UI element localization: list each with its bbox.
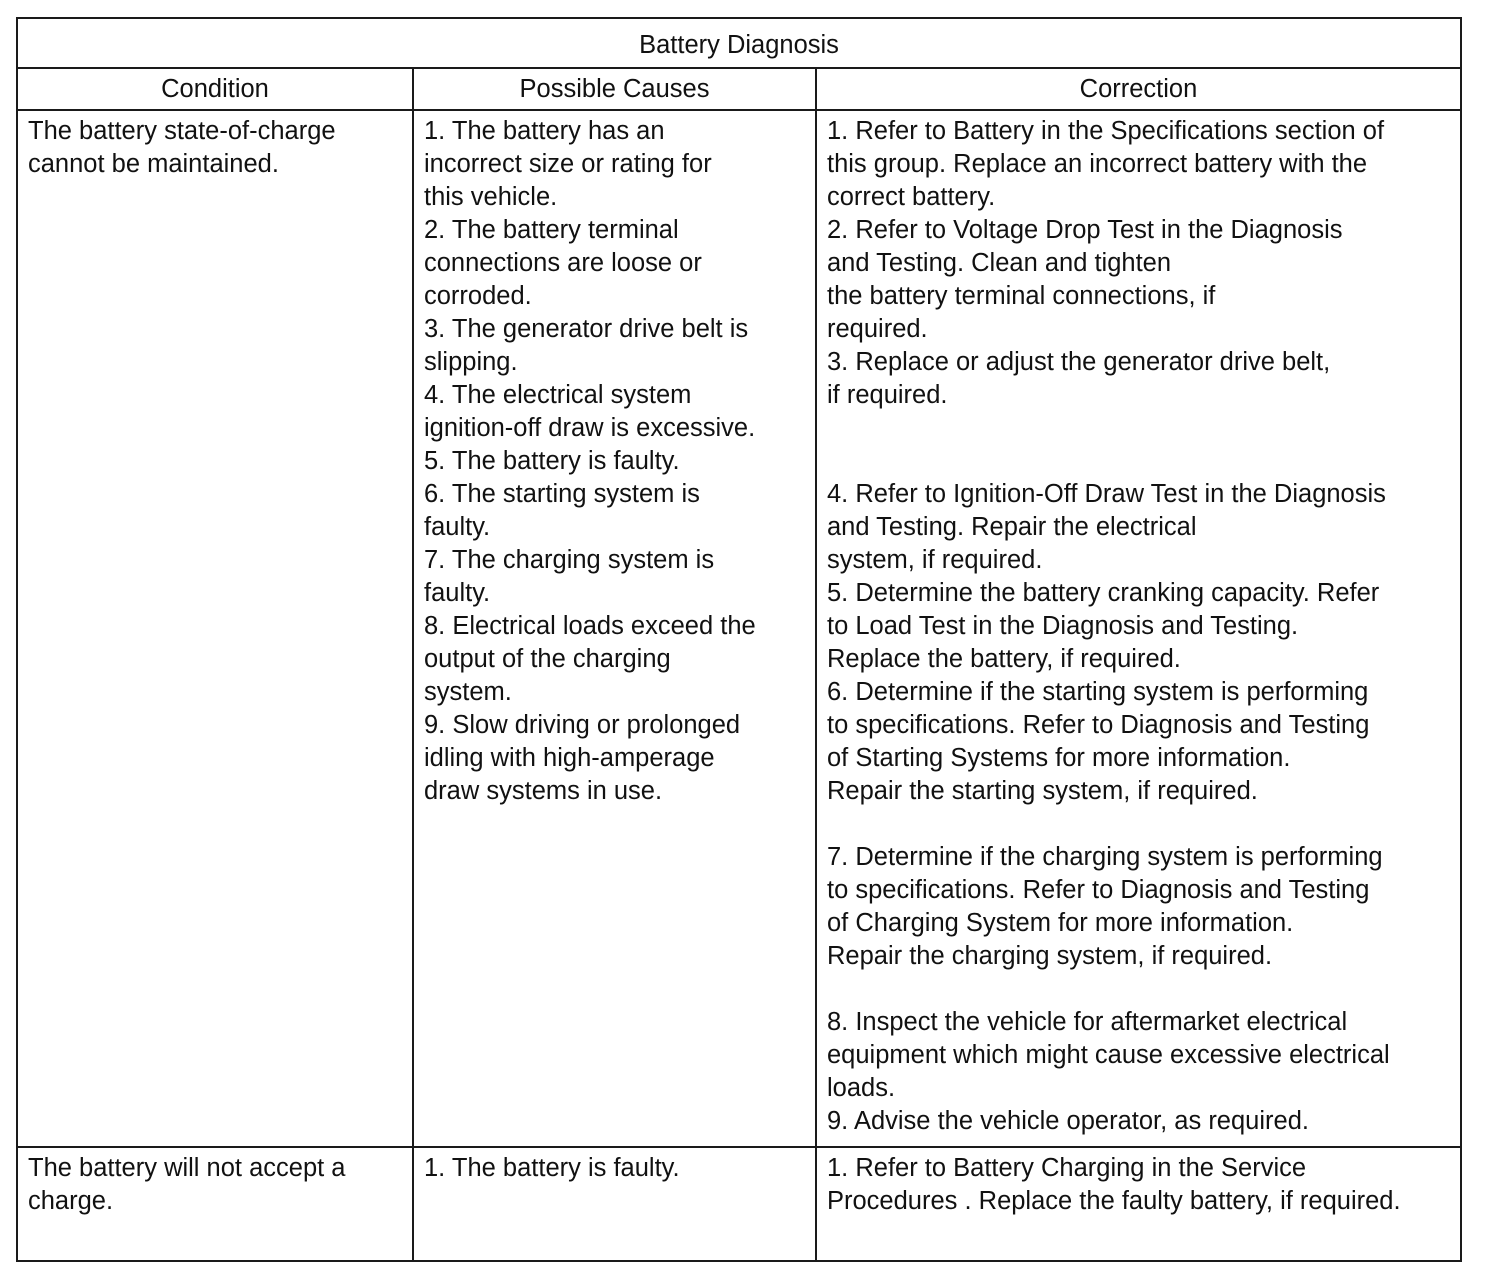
cause-text: this vehicle. bbox=[424, 183, 558, 211]
condition-text: The battery state-of-charge bbox=[28, 117, 336, 145]
correction-text: equipment which might cause excessive electrical bbox=[827, 1041, 1390, 1069]
correction-text: 6. Determine if the starting system is performing bbox=[827, 678, 1369, 706]
cause-text: 6. The starting system is bbox=[424, 480, 700, 508]
correction-text: 1. Refer to Battery in the Specifications section of bbox=[827, 117, 1385, 145]
cause-text: draw systems in use. bbox=[424, 777, 663, 805]
correction-text: to specifications. Refer to Diagnosis and Testing bbox=[827, 876, 1370, 904]
correction-text: the battery terminal connections, if bbox=[827, 282, 1216, 310]
cause-text: faulty. bbox=[424, 513, 491, 541]
correction-text: 4. Refer to Ignition-Off Draw Test in the Diagnosis bbox=[827, 480, 1386, 508]
correction-cell bbox=[816, 1147, 1461, 1261]
condition-cell bbox=[17, 1147, 413, 1261]
correction-text: if required. bbox=[827, 381, 948, 409]
header-possible-causes: Possible Causes bbox=[413, 68, 816, 110]
title-row bbox=[17, 18, 1461, 68]
correction-text: to Load Test in the Diagnosis and Testing. bbox=[827, 612, 1299, 640]
header-correction: Correction bbox=[816, 68, 1461, 110]
cause-text: faulty. bbox=[424, 579, 491, 607]
correction-text: 3. Replace or adjust the generator drive belt, bbox=[827, 348, 1331, 376]
causes-cell bbox=[413, 1147, 816, 1261]
spacer bbox=[827, 973, 1450, 1006]
cause-text: 8. Electrical loads exceed the bbox=[424, 612, 756, 640]
causes-cell bbox=[413, 110, 816, 1147]
correction-text: this group. Replace an incorrect battery with the bbox=[827, 150, 1368, 178]
correction-text: Procedures . Replace the faulty battery, if required. bbox=[827, 1187, 1401, 1215]
cause-text: 4. The electrical system bbox=[424, 381, 692, 409]
cause-text: incorrect size or rating for bbox=[424, 150, 712, 178]
correction-text: and Testing. Clean and tighten bbox=[827, 249, 1172, 277]
correction-text: 1. Refer to Battery Charging in the Service bbox=[827, 1154, 1307, 1182]
correction-text: 8. Inspect the vehicle for aftermarket electrical bbox=[827, 1008, 1348, 1036]
cause-text: ignition-off draw is excessive. bbox=[424, 414, 756, 442]
correction-text: required. bbox=[827, 315, 928, 343]
correction-cell bbox=[816, 110, 1461, 1147]
correction-text: 2. Refer to Voltage Drop Test in the Diagnosis bbox=[827, 216, 1343, 244]
correction-text: system, if required. bbox=[827, 546, 1043, 574]
correction-text: to specifications. Refer to Diagnosis and Testing bbox=[827, 711, 1370, 739]
correction-text: Repair the starting system, if required. bbox=[827, 777, 1258, 805]
spacer bbox=[827, 412, 1450, 478]
correction-text: 5. Determine the battery cranking capacity. Refer bbox=[827, 579, 1380, 607]
cause-text: 2. The battery terminal bbox=[424, 216, 679, 244]
cause-text: idling with high-amperage bbox=[424, 744, 715, 772]
condition-text: charge. bbox=[28, 1187, 114, 1215]
table-row bbox=[17, 1147, 1461, 1261]
cause-text: system. bbox=[424, 678, 512, 706]
correction-text: and Testing. Repair the electrical bbox=[827, 513, 1197, 541]
cause-text: corroded. bbox=[424, 282, 532, 310]
correction-text: correct battery. bbox=[827, 183, 996, 211]
correction-text: of Charging System for more information. bbox=[827, 909, 1294, 937]
condition-text: cannot be maintained. bbox=[28, 150, 279, 178]
cause-text: connections are loose or bbox=[424, 249, 702, 277]
cause-text: 1. The battery has an bbox=[424, 117, 665, 145]
correction-text: 7. Determine if the charging system is performing bbox=[827, 843, 1383, 871]
cause-text: 1. The battery is faulty. bbox=[424, 1154, 680, 1182]
spacer bbox=[827, 808, 1450, 841]
cause-text: slipping. bbox=[424, 348, 518, 376]
correction-text: Replace the battery, if required. bbox=[827, 645, 1181, 673]
header-row bbox=[17, 68, 1461, 110]
cause-text: 3. The generator drive belt is bbox=[424, 315, 749, 343]
battery-diagnosis-table bbox=[16, 17, 1462, 1262]
condition-text: The battery will not accept a bbox=[28, 1154, 346, 1182]
header-condition: Condition bbox=[17, 68, 413, 110]
table-title: Battery Diagnosis bbox=[17, 18, 1461, 68]
cause-text: 7. The charging system is bbox=[424, 546, 715, 574]
cause-text: 5. The battery is faulty. bbox=[424, 447, 680, 475]
cause-text: output of the charging bbox=[424, 645, 671, 673]
correction-text: of Starting Systems for more information. bbox=[827, 744, 1291, 772]
cause-text: 9. Slow driving or prolonged bbox=[424, 711, 741, 739]
correction-text: Repair the charging system, if required. bbox=[827, 942, 1273, 970]
table-row bbox=[17, 110, 1461, 1147]
correction-text: loads. bbox=[827, 1074, 896, 1102]
correction-text: 9. Advise the vehicle operator, as required. bbox=[827, 1107, 1309, 1135]
condition-cell bbox=[17, 110, 413, 1147]
